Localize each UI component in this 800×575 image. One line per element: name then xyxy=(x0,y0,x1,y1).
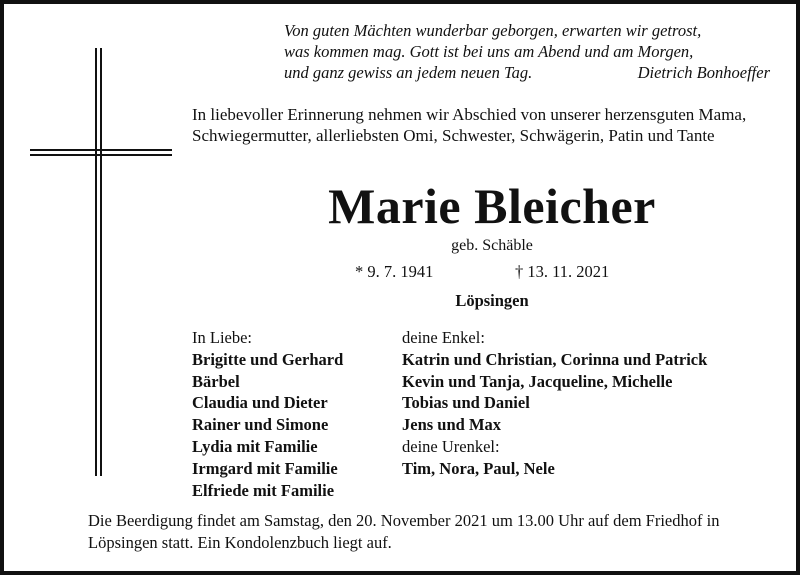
quote-line: und ganz gewiss an jedem neuen Tag. xyxy=(284,63,533,82)
mourners-left-column xyxy=(192,327,343,501)
mourner-line: Lydia mit Familie xyxy=(192,436,318,456)
mourner-line: Rainer und Simone xyxy=(192,415,329,435)
quote-line: Von guten Mächten wunderbar geborgen, erwarten wir getrost, xyxy=(284,21,702,40)
mourner-line: Kevin und Tanja, Jacqueline, Michelle xyxy=(402,371,673,391)
bonhoeffer-quote xyxy=(284,20,784,83)
quote-line: was kommen mag. Gott ist bei uns am Abend und am Morgen, xyxy=(284,42,694,61)
mourner-line: Elfriede mit Familie xyxy=(192,480,335,500)
mourner-line: In Liebe: xyxy=(192,328,253,347)
mourners-right-column xyxy=(402,327,707,480)
quote-author: Dietrich Bonhoeffer xyxy=(637,63,770,82)
mourner-line: Brigitte und Gerhard xyxy=(192,349,344,369)
mourner-line: Katrin und Christian, Corinna und Patrick xyxy=(402,349,708,369)
mourner-line: Bärbel xyxy=(192,371,240,391)
birth-date: * 9. 7. 1941 xyxy=(355,262,434,281)
mourner-line: Claudia und Dieter xyxy=(192,393,328,413)
maiden-name: geb. Schäble xyxy=(451,237,533,254)
place-name: Löpsingen xyxy=(455,291,529,310)
mourner-line: Tobias und Daniel xyxy=(402,393,530,413)
mourner-line: Jens und Max xyxy=(402,415,502,435)
mourner-line: deine Urenkel: xyxy=(402,436,500,456)
cross-horizontal-bar xyxy=(30,149,172,156)
mourner-line: Irmgard mit Familie xyxy=(192,458,338,478)
mourner-line: Tim, Nora, Paul, Nele xyxy=(402,458,555,478)
cross-vertical-bar xyxy=(95,48,102,476)
funeral-info: Die Beerdigung findet am Samstag, den 20. November 2021 um 13.00 Uhr auf dem Friedhof in Löpsingen statt. Ein Kondolenzbuch liegt auf. xyxy=(88,511,720,552)
death-date: † 13. 11. 2021 xyxy=(515,262,610,281)
intro-text: In liebevoller Erinnerung nehmen wir Abschied von unserer herzensguten Mama, Schwiegermutter, allerliebsten Omi, Schwester, Schwägerin, Patin und Tante xyxy=(192,105,747,145)
mourner-line: deine Enkel: xyxy=(402,328,485,347)
deceased-name: Marie Bleicher xyxy=(328,178,656,234)
